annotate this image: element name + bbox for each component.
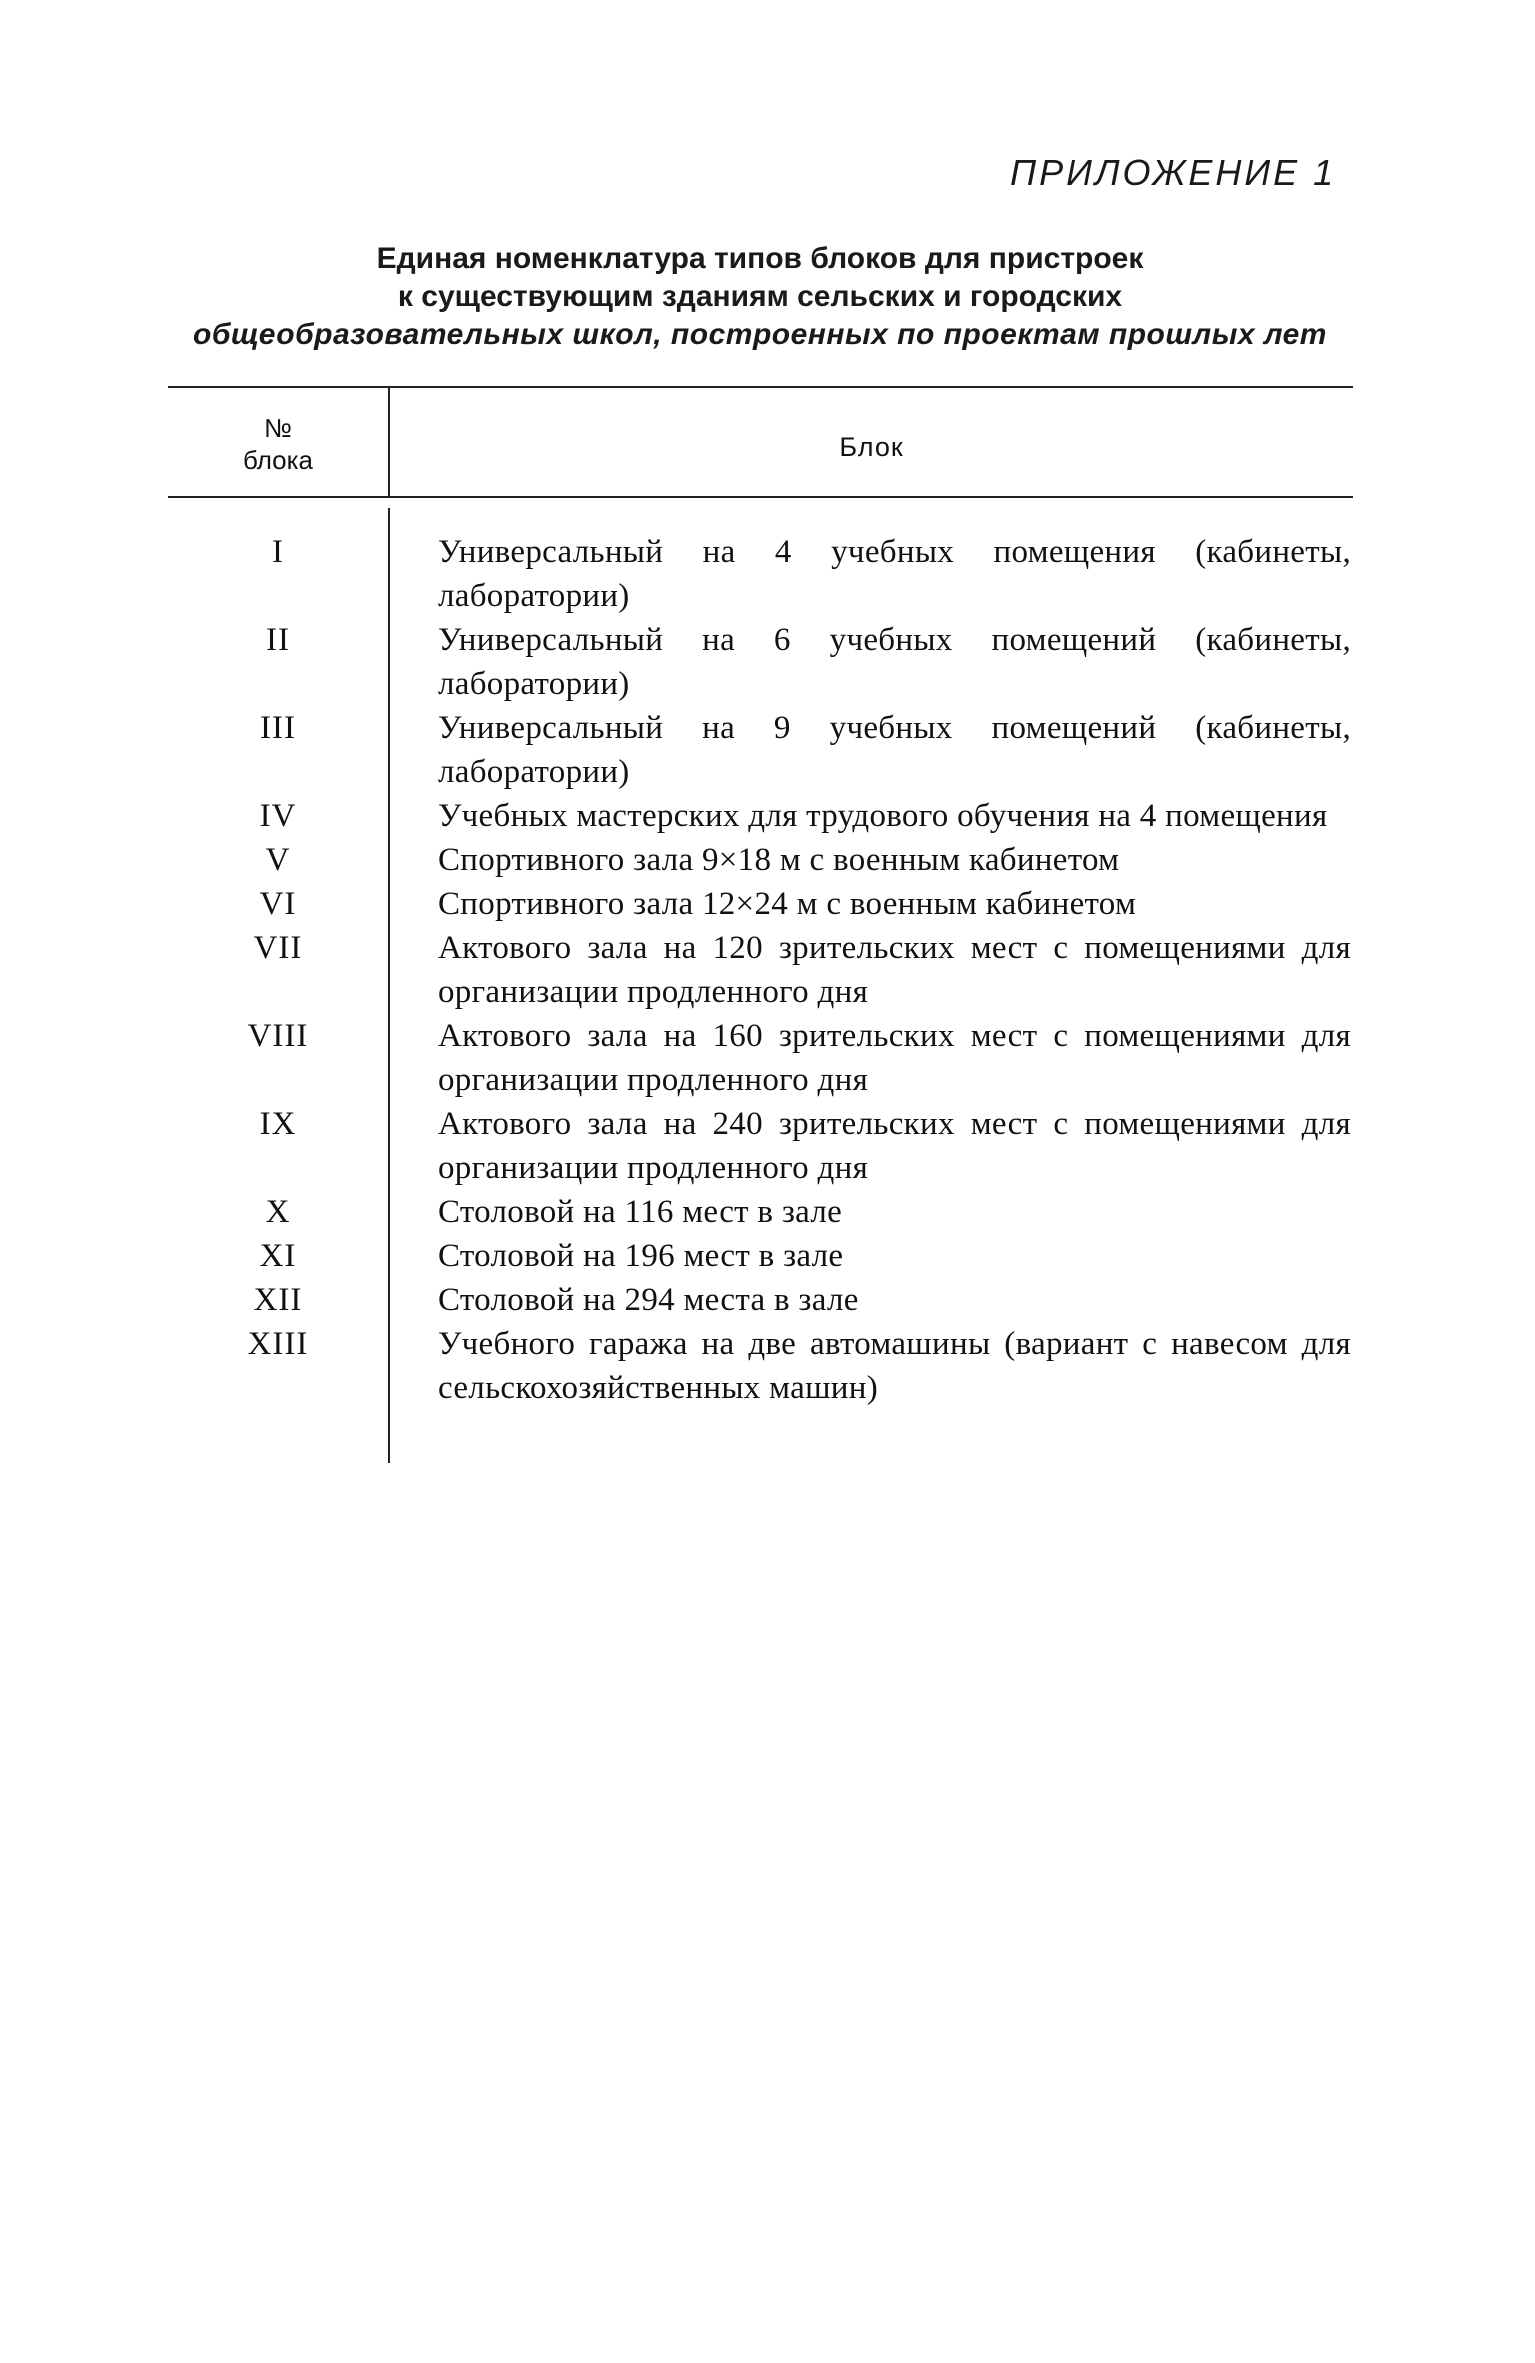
- column-header-block: Блок: [839, 432, 904, 462]
- table-body: [168, 530, 1353, 1410]
- table-row: [168, 1234, 1353, 1278]
- document-title: [165, 240, 1355, 354]
- block-number: VI: [259, 886, 297, 922]
- block-number: III: [260, 710, 296, 746]
- block-description: Актового зала на 240 зрительских мест с помещениями для организации продленного дня: [438, 1106, 1351, 1186]
- table-row: [168, 618, 1353, 706]
- block-description: Актового зала на 160 зрительских мест с помещениями для организации продленного дня: [438, 1018, 1351, 1098]
- header-bottom-rule: [168, 496, 1353, 498]
- block-number: XI: [259, 1238, 297, 1274]
- column-header-number-symbol: №: [264, 413, 292, 443]
- table-row: [168, 706, 1353, 794]
- block-number: VII: [253, 930, 303, 966]
- table-row: [168, 794, 1353, 838]
- block-description: Актового зала на 120 зрительских мест с помещениями для организации продленного дня: [438, 930, 1351, 1010]
- table-top-rule: [168, 386, 1353, 388]
- table-row: [168, 1322, 1353, 1410]
- block-description: Столовой на 196 мест в зале: [438, 1238, 844, 1274]
- appendix-label: ПРИЛОЖЕНИЕ 1: [1010, 152, 1337, 193]
- block-number: II: [266, 622, 290, 658]
- block-number: VIII: [247, 1018, 309, 1054]
- table-row: [168, 1190, 1353, 1234]
- table-row: [168, 882, 1353, 926]
- table-row: [168, 1102, 1353, 1190]
- table-row: [168, 838, 1353, 882]
- table-row: [168, 1278, 1353, 1322]
- column-header-number: [168, 412, 388, 476]
- block-description: Спортивного зала 9×18 м с военным кабинетом: [438, 842, 1120, 878]
- block-number: V: [265, 842, 291, 878]
- table-row: [168, 926, 1353, 1014]
- title-line-1: Единая номенклатура типов блоков для пристроек: [376, 242, 1144, 275]
- block-description: Универсальный на 6 учебных помещений (кабинеты, лаборатории): [438, 622, 1351, 702]
- block-number: IX: [259, 1106, 297, 1142]
- title-line-3: общеобразовательных школ, построенных по проектам прошлых лет: [193, 318, 1327, 351]
- block-number: X: [265, 1194, 291, 1230]
- block-number: IV: [259, 798, 297, 834]
- block-description: Учебных мастерских для трудового обучения на 4 помещения: [438, 798, 1328, 834]
- block-number: I: [272, 534, 284, 570]
- title-line-2: к существующим зданиям сельских и городских: [397, 280, 1123, 313]
- block-number: XIII: [247, 1326, 309, 1362]
- table-row: [168, 530, 1353, 618]
- block-description: Столовой на 294 места в зале: [438, 1282, 859, 1318]
- block-description: Универсальный на 4 учебных помещения (кабинеты, лаборатории): [438, 534, 1351, 614]
- block-description: Столовой на 116 мест в зале: [438, 1194, 843, 1230]
- table-row: [168, 1014, 1353, 1102]
- block-number: XII: [253, 1282, 303, 1318]
- column-header-number-label: блока: [242, 445, 314, 475]
- block-description: Учебного гаража на две автомашины (вариант с навесом для сельскохозяйственных машин): [438, 1326, 1351, 1406]
- block-description: Универсальный на 9 учебных помещений (кабинеты, лаборатории): [438, 710, 1351, 790]
- block-description: Спортивного зала 12×24 м с военным кабинетом: [438, 886, 1137, 922]
